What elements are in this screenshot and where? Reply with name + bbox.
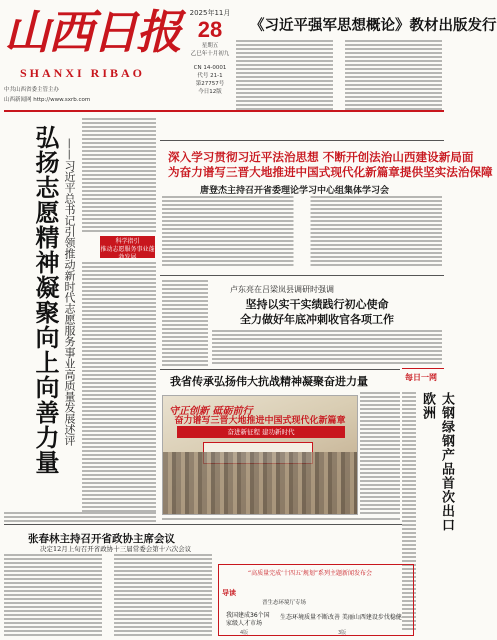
guide-item-ecology[interactable]: 生态环境质量不断改善 美丽山西建设步伐稳健 xyxy=(280,614,402,621)
bottom-subhead: 决定12月上旬召开省政协十三届常委会第十六次会议 xyxy=(40,545,192,553)
kicker-article-text xyxy=(236,40,442,112)
masthead-website[interactable]: 山西新闻网 http://www.sxrb.com xyxy=(4,97,91,103)
date-year-month: 2025年11月 xyxy=(189,9,231,17)
date-weekday: 星期五 xyxy=(201,43,219,49)
feature-vertical-headline[interactable]: 弘扬志愿精神凝聚向上向善力量 xyxy=(31,125,59,475)
bottom-divider xyxy=(4,524,402,525)
date-lunar: 乙巳年十月初九 xyxy=(190,51,230,57)
lead-article-text xyxy=(162,196,442,266)
second-kicker: 卢东亮在吕梁岚县调研时强调 xyxy=(230,285,334,294)
lead-divider xyxy=(160,140,444,141)
feature-tag-line2: 推动志愿服务事业蓬勃发展 xyxy=(100,246,155,261)
lead-headline[interactable] xyxy=(168,150,493,180)
feature-section-tag xyxy=(100,236,155,261)
feature-text-end xyxy=(4,512,156,524)
second-divider xyxy=(160,275,444,276)
third-divider xyxy=(160,369,400,370)
third-text-caption xyxy=(162,518,400,522)
photo-banner-main: 奋力谱写三晋大地推进中国式现代化新篇章 xyxy=(174,416,346,426)
third-headline[interactable]: 我省传承弘扬伟大抗战精神凝聚奋进力量 xyxy=(170,375,368,388)
bottom-headline[interactable]: 张春林主持召开省政协主席会议 xyxy=(28,533,175,545)
side-divider xyxy=(402,368,444,369)
second-text-left xyxy=(162,280,208,366)
photo-band: 奋进新征程 建功新时代 xyxy=(177,426,345,438)
second-headline-line1: 坚持以实干实绩践行初心使命 xyxy=(245,298,389,311)
lead-subhead: 唐登杰主持召开省委理论学习中心组集体学习会 xyxy=(200,186,390,196)
guide-page-b: 3版 xyxy=(338,630,347,636)
feature-text-top xyxy=(82,118,156,232)
second-headline-line2: 全力做好年底冲刺收官各项工作 xyxy=(240,313,394,326)
feature-vertical-subhead: ——习近平总书记引领推动新时代志愿服务事业高质量发展述评 xyxy=(63,138,76,446)
masthead-title: 山西日报 xyxy=(4,5,180,59)
date-day: 28 xyxy=(197,17,223,42)
lead-headline-line1: 深入学习贯彻习近平法治思想 不断开创法治山西建设新局面 xyxy=(168,150,474,164)
kicker-headline[interactable]: 《习近平强军思想概论》教材出版发行 xyxy=(250,17,497,34)
third-text-right xyxy=(360,392,400,516)
guide-title[interactable]: “高质量完成‘十四五’规划”系列主题新闻发布会 xyxy=(248,570,373,577)
issue-cn: CN 14-0001 xyxy=(193,65,227,71)
masthead-publisher: 中共山西省委主管主办 xyxy=(4,87,60,93)
page-count: 今日12版 xyxy=(198,89,222,95)
guide-item-talent[interactable]: 我国建成36个国家级人才市场 xyxy=(226,612,270,627)
guide-subtitle: 晋生态环境厅专场 xyxy=(262,600,307,606)
side-vertical-headline[interactable]: 太钢绿钢产品首次出口欧洲 xyxy=(420,392,454,532)
feature-tag-line1: 科学指引 xyxy=(115,238,140,245)
bottom-article-text xyxy=(4,554,212,636)
feature-text-bottom xyxy=(82,262,156,512)
second-text-body xyxy=(212,330,442,366)
news-photo[interactable] xyxy=(162,395,358,515)
lead-headline-line2: 为奋力谱写三晋大地推进中国式现代化新篇章提供坚实法治保障 xyxy=(168,165,493,179)
issue-code: 代号 21-1 xyxy=(197,73,223,79)
side-section-tag: 每日一网 xyxy=(405,373,437,382)
photo-crowd xyxy=(163,452,357,514)
masthead-pinyin: SHANXI RIBAO xyxy=(20,66,146,80)
issue-number: 第27757号 xyxy=(195,81,225,87)
masthead-divider xyxy=(4,110,444,112)
photo-banner-italic: 守正创新 砥砺前行 xyxy=(169,406,253,417)
guide-page-a: 4版 xyxy=(240,630,249,636)
date-box xyxy=(180,8,240,96)
guide-label: 导读 xyxy=(222,589,236,597)
second-headline[interactable] xyxy=(212,297,422,327)
